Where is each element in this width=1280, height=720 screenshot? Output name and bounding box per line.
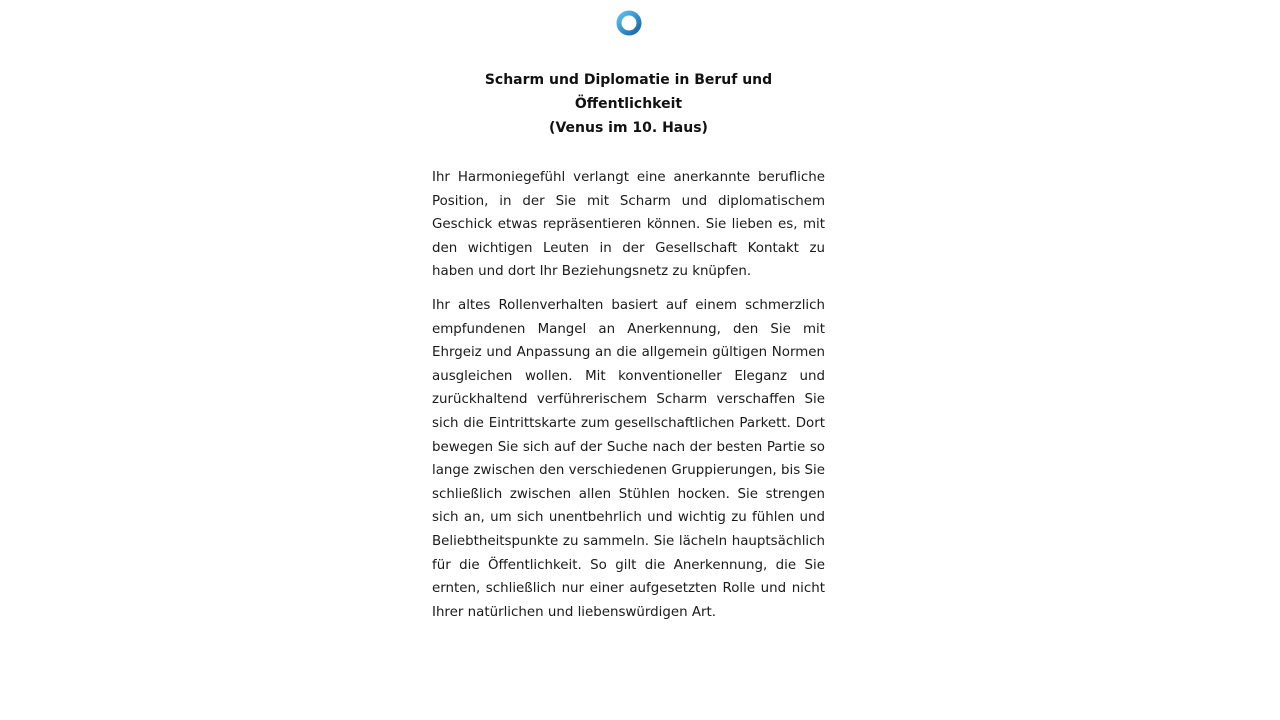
paragraph-1: Ihr Harmoniegefühl verlangt eine anerkannte berufliche Position, in der Sie mit Scharm und diplomatischem Geschick etwas repräsentieren können. Sie lieben es, mit den wichtigen Leuten in der Gesellschaft Kontakt zu haben und dort Ihr Beziehungsnetz zu knüpfen. <box>432 170 825 280</box>
title-line-1: Scharm und Diplomatie in Beruf und <box>484 72 773 88</box>
venus-icon <box>609 8 649 58</box>
document-body <box>432 166 825 634</box>
document-title <box>432 68 825 140</box>
title-subtitle: (Venus im 10. Haus) <box>549 120 708 136</box>
paragraph-2: Ihr altes Rollenverhalten basiert auf einem schmerzlich empfundenen Mangel an Anerkennung, den Sie mit Ehrgeiz und Anpassung an die allgemein gültigen Normen ausgleichen wollen. Mit konventioneller Eleganz und zurückhaltend verführerischem Scharm verschaffen Sie sich die Eintrittskarte zum gesellschaftlichen Parkett. Dort bewegen Sie sich auf der Suche nach der besten Partie so lange zwischen den verschiedenen Gruppierungen, bis Sie schließlich zwischen allen Stühlen hocken. Sie strengen sich an, um sich unentbehrlich und wichtig zu fühlen und Beliebtheitspunkte zu sammeln. Sie lächeln hauptsächlich für die Öffentlichkeit. So gilt die Anerkennung, die Sie ernten, schließlich nur einer aufgesetzten Rolle und nicht Ihrer natürlichen und liebenswürdigen Art. <box>432 297 825 620</box>
title-line-2: Öffentlichkeit <box>574 96 683 112</box>
